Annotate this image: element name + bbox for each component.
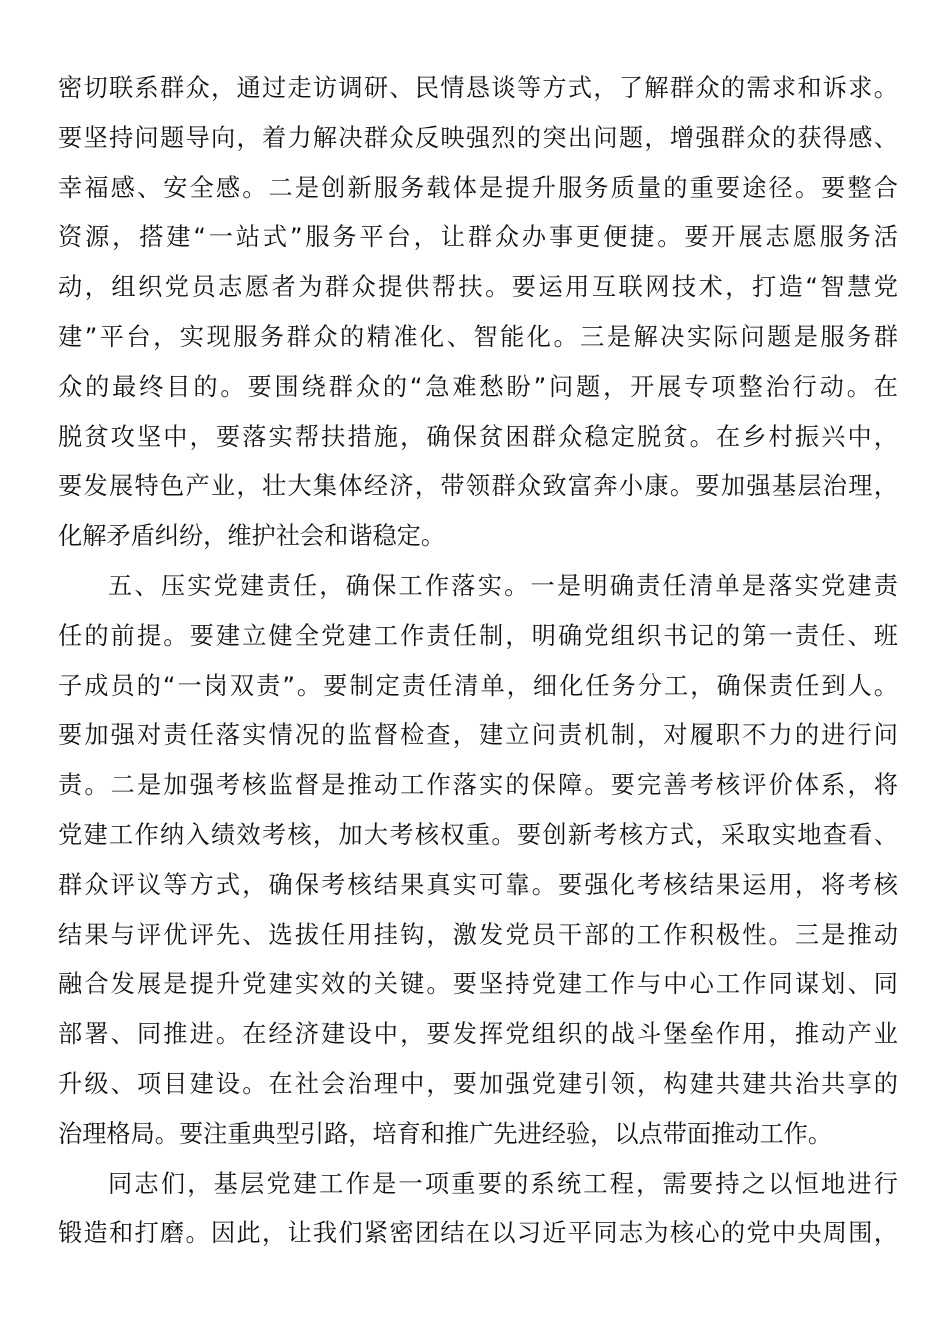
text-line: 幸福感、安全感。二是创新服务载体是提升服务质量的重要途径。要整合 xyxy=(58,173,898,202)
text-line: 责。二是加强考核监督是推动工作落实的保障。要完善考核评价体系，将 xyxy=(58,771,898,800)
text-line: 建”平台，实现服务群众的精准化、智能化。三是解决实际问题是服务群 xyxy=(58,322,898,351)
text-line: 众的最终目的。要围绕群众的“急难愁盼”问题，开展专项整治行动。在 xyxy=(58,372,898,401)
text-line: 动，组织党员志愿者为群众提供帮扶。要运用互联网技术，打造“智慧党 xyxy=(58,273,898,302)
text-line: 升级、项目建设。在社会治理中，要加强党建引领，构建共建共治共享的 xyxy=(58,1069,898,1098)
text-line: 任的前提。要建立健全党建工作责任制，明确党组织书记的第一责任、班 xyxy=(58,621,898,650)
text-line: 脱贫攻坚中，要落实帮扶措施，确保贫困群众稳定脱贫。在乡村振兴中， xyxy=(58,422,898,451)
text-line: 要坚持问题导向，着力解决群众反映强烈的突出问题，增强群众的获得感、 xyxy=(58,123,898,152)
text-line: 资源，搭建“一站式”服务平台，让群众办事更便捷。要开展志愿服务活 xyxy=(58,223,898,252)
paragraph-start-line: 五、压实党建责任，确保工作落实。一是明确责任清单是落实党建责 xyxy=(108,571,898,600)
text-line: 化解矛盾纠纷，维护社会和谐稳定。 xyxy=(58,522,446,551)
text-line: 群众评议等方式，确保考核结果真实可靠。要强化考核结果运用，将考核 xyxy=(58,870,898,899)
text-line: 要加强对责任落实情况的监督检查，建立问责机制，对履职不力的进行问 xyxy=(58,721,898,750)
text-line: 党建工作纳入绩效考核，加大考核权重。要创新考核方式，采取实地查看、 xyxy=(58,820,898,849)
text-line: 密切联系群众，通过走访调研、民情恳谈等方式，了解群众的需求和诉求。 xyxy=(58,74,898,102)
text-line: 子成员的“一岗双责”。要制定责任清单，细化任务分工，确保责任到人。 xyxy=(58,671,898,700)
text-line: 要发展特色产业，壮大集体经济，带领群众致富奔小康。要加强基层治理， xyxy=(58,472,898,501)
paragraph-start-line: 同志们，基层党建工作是一项重要的系统工程，需要持之以恒地进行 xyxy=(108,1169,898,1198)
text-line: 部署、同推进。在经济建设中，要发挥党组织的战斗堡垒作用，推动产业 xyxy=(58,1020,898,1049)
text-line: 融合发展是提升党建实效的关键。要坚持党建工作与中心工作同谋划、同 xyxy=(58,970,898,999)
text-line: 治理格局。要注重典型引路，培育和推广先进经验，以点带面推动工作。 xyxy=(58,1119,833,1148)
document-page xyxy=(58,64,898,1259)
text-line: 锻造和打磨。因此，让我们紧密团结在以习近平同志为核心的党中央周围， xyxy=(58,1219,898,1248)
text-line: 结果与评优评先、选拔任用挂钩，激发党员干部的工作积极性。三是推动 xyxy=(58,920,898,949)
